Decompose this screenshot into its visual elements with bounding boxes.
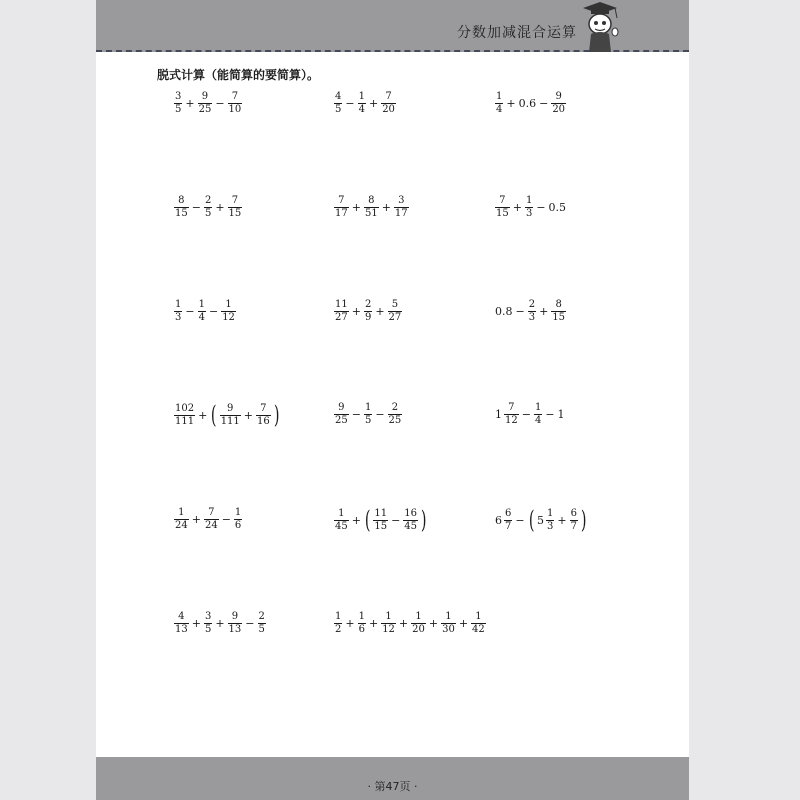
denominator: 15 [496, 208, 509, 219]
numerator: 1 [178, 507, 185, 518]
denominator: 10 [228, 104, 242, 115]
denominator: 15 [374, 520, 388, 532]
numerator: 1 [358, 611, 365, 622]
numerator: 8 [555, 299, 562, 310]
fraction [228, 612, 243, 635]
denominator: 5 [175, 104, 182, 115]
numerator: 4 [335, 91, 342, 102]
operator: + [368, 617, 379, 630]
math-problem [494, 300, 567, 323]
operator: + [351, 201, 361, 214]
denominator: 15 [175, 208, 188, 219]
math-problem [333, 196, 410, 219]
number: 0.6 [518, 97, 537, 110]
operator: + [381, 201, 391, 214]
operator: − [391, 513, 401, 527]
exercise-instruction: 脱式计算（能简算的要简算）。 [157, 68, 320, 82]
math-problem [494, 92, 567, 115]
denominator: 9 [364, 312, 372, 323]
denominator: 6 [234, 520, 242, 531]
whole-part: 5 [536, 513, 544, 527]
numerator: 7 [499, 195, 506, 206]
fraction [528, 300, 536, 323]
denominator: 15 [228, 208, 242, 219]
fraction [373, 509, 388, 532]
denominator: 3 [175, 312, 182, 323]
fraction [220, 404, 241, 427]
fraction [411, 612, 426, 635]
parenthesis: ( [364, 506, 371, 534]
denominator: 42 [472, 624, 485, 635]
denominator: 25 [388, 415, 402, 426]
operator: − [185, 305, 195, 318]
denominator: 24 [175, 520, 188, 531]
denominator: 3 [528, 312, 536, 323]
page-title: 分数加减混合运算 [457, 25, 577, 41]
operator: + [215, 201, 225, 214]
fraction [198, 92, 213, 115]
numerator: 1 [225, 299, 232, 310]
denominator: 111 [175, 415, 195, 427]
denominator: 5 [204, 624, 212, 635]
fraction [334, 403, 349, 426]
numerator: 7 [260, 402, 267, 414]
math-problem [333, 92, 397, 115]
operator: + [368, 97, 379, 110]
fraction [234, 508, 242, 531]
math-problem [494, 403, 566, 426]
operator: + [428, 617, 439, 630]
whole-part: 6 [495, 513, 502, 527]
math-problem [173, 300, 237, 323]
operator: + [506, 97, 516, 110]
fraction [198, 300, 206, 323]
numerator: 4 [178, 611, 185, 622]
fraction [381, 612, 396, 635]
numerator: 5 [391, 299, 399, 310]
denominator: 13 [175, 624, 188, 635]
operator: + [512, 201, 522, 214]
fraction [204, 508, 219, 531]
numerator: 1 [364, 402, 372, 413]
fraction [204, 196, 212, 219]
operator: + [345, 617, 355, 630]
denominator: 25 [198, 104, 212, 115]
fraction [174, 404, 195, 427]
fraction [174, 612, 189, 635]
numerator: 9 [338, 402, 345, 413]
fraction [504, 509, 512, 532]
math-problem [173, 92, 243, 115]
parenthesis: ) [420, 506, 427, 534]
whole-part: 1 [495, 408, 502, 421]
fraction [388, 403, 403, 426]
fraction [358, 92, 366, 115]
denominator: 4 [534, 415, 542, 426]
numerator: 1 [385, 611, 392, 622]
numerator: 7 [385, 91, 392, 102]
operator: − [521, 408, 531, 421]
denominator: 15 [552, 312, 566, 323]
mixed-number [536, 509, 555, 532]
fraction [334, 509, 349, 532]
operator: − [191, 201, 201, 214]
fraction [551, 92, 566, 115]
operator: + [191, 513, 201, 526]
math-problem [333, 612, 487, 635]
numerator: 11 [335, 299, 348, 310]
fraction [174, 300, 182, 323]
denominator: 5 [258, 624, 265, 635]
numerator: 2 [391, 402, 399, 413]
graduate-mascot-icon [579, 0, 621, 52]
operator: − [515, 513, 525, 527]
fraction [551, 300, 566, 323]
fraction [570, 509, 578, 532]
denominator: 20 [552, 104, 566, 115]
denominator: 17 [394, 208, 408, 219]
numerator: 1 [534, 402, 542, 413]
fraction [174, 196, 189, 219]
denominator: 24 [204, 520, 218, 531]
denominator: 25 [335, 415, 348, 426]
fraction [334, 92, 342, 115]
fraction [174, 92, 182, 115]
parenthesis: ) [273, 401, 280, 429]
numerator: 1 [175, 299, 182, 310]
denominator: 45 [335, 520, 348, 532]
operator: − [536, 201, 546, 214]
fraction [256, 404, 271, 427]
fraction [388, 300, 403, 323]
denominator: 17 [335, 208, 348, 219]
numerator: 1 [234, 507, 242, 518]
fraction [381, 92, 396, 115]
operator: + [185, 97, 195, 110]
math-problem [173, 403, 281, 427]
fraction [441, 612, 456, 635]
denominator: 7 [570, 520, 577, 532]
operator: − [375, 408, 385, 421]
denominator: 12 [382, 624, 395, 635]
fraction [394, 196, 409, 219]
numerator: 7 [208, 507, 215, 518]
operator: + [191, 617, 201, 630]
fraction [495, 92, 503, 115]
fraction [204, 612, 212, 635]
number: 0.8 [495, 305, 513, 318]
operator: + [539, 305, 549, 318]
denominator: 12 [505, 415, 518, 426]
denominator: 4 [198, 312, 205, 323]
denominator: 7 [505, 520, 512, 532]
denominator: 30 [442, 624, 455, 635]
mixed-number [494, 509, 513, 532]
operator: − [515, 305, 525, 318]
fraction [364, 403, 372, 426]
fraction [258, 612, 266, 635]
numerator: 2 [364, 299, 372, 310]
numerator: 6 [570, 507, 577, 519]
fraction [334, 300, 349, 323]
mixed-number [494, 403, 520, 426]
number: 1 [557, 408, 565, 421]
operator: + [215, 617, 225, 630]
numerator: 9 [227, 402, 234, 414]
fraction [364, 300, 372, 323]
parenthesis: ( [211, 401, 217, 429]
numerator: 7 [338, 195, 345, 206]
worksheet-page [96, 0, 689, 800]
numerator: 11 [374, 507, 388, 519]
numerator: 7 [231, 195, 239, 206]
fraction [228, 196, 243, 219]
operator: + [243, 408, 253, 422]
numerator: 16 [404, 507, 418, 519]
fraction [525, 196, 533, 219]
fraction [358, 612, 366, 635]
numerator: 1 [335, 611, 342, 622]
math-problem [173, 196, 243, 219]
numerator: 7 [508, 402, 515, 413]
operator: + [557, 513, 567, 527]
denominator: 111 [220, 415, 240, 427]
numerator: 8 [368, 195, 375, 206]
operator: − [539, 97, 549, 110]
fraction [495, 196, 510, 219]
denominator: 5 [335, 104, 342, 115]
parenthesis: ( [528, 506, 535, 534]
denominator: 4 [358, 104, 365, 115]
numerator: 1 [415, 611, 422, 622]
fraction [504, 403, 519, 426]
fraction [471, 612, 486, 635]
operator: − [215, 97, 225, 110]
parenthesis: ) [580, 506, 587, 534]
denominator: 4 [496, 104, 503, 115]
math-problem [173, 508, 243, 531]
numerator: 8 [178, 195, 185, 206]
denominator: 3 [546, 520, 554, 532]
operator: − [245, 617, 255, 630]
numerator: 3 [175, 91, 182, 102]
operator: − [345, 97, 355, 110]
fraction [174, 508, 189, 531]
denominator: 27 [335, 312, 348, 323]
math-problem [333, 403, 403, 426]
numerator: 3 [204, 611, 212, 622]
denominator: 16 [257, 415, 270, 427]
operator: + [351, 305, 361, 318]
math-problem [494, 508, 588, 532]
math-problem [173, 612, 267, 635]
fraction [228, 92, 243, 115]
numerator: 9 [201, 91, 209, 102]
numerator: 6 [505, 507, 512, 519]
denominator: 5 [204, 208, 212, 219]
numerator: 2 [258, 611, 265, 622]
numerator: 1 [496, 91, 503, 102]
denominator: 13 [228, 624, 242, 635]
operator: + [351, 513, 361, 527]
denominator: 2 [335, 624, 342, 635]
denominator: 6 [358, 624, 365, 635]
fraction [534, 403, 542, 426]
operator: + [398, 617, 409, 630]
numerator: 2 [528, 299, 536, 310]
numerator: 1 [546, 507, 554, 519]
operator: + [198, 408, 208, 422]
fraction [334, 612, 342, 635]
fraction [364, 196, 379, 219]
denominator: 45 [404, 520, 418, 532]
numerator: 102 [175, 402, 195, 414]
operator: + [458, 617, 469, 630]
math-problem [333, 508, 428, 532]
denominator: 27 [388, 312, 402, 323]
operator: − [208, 305, 219, 318]
numerator: 1 [525, 195, 533, 206]
operator: + [375, 305, 385, 318]
math-problem [494, 196, 567, 219]
operator: − [221, 513, 231, 526]
fraction [546, 509, 554, 532]
fraction [403, 509, 418, 532]
page-number: · 第47页 · [367, 780, 418, 793]
numerator: 9 [231, 611, 239, 622]
numerator: 2 [204, 195, 212, 206]
numerator: 7 [231, 91, 239, 102]
number: 0.5 [548, 201, 567, 214]
numerator: 1 [445, 611, 452, 622]
numerator: 1 [338, 507, 345, 519]
numerator: 3 [398, 195, 405, 206]
denominator: 12 [222, 312, 235, 323]
numerator: 9 [555, 91, 562, 102]
numerator: 1 [475, 611, 482, 622]
operator: − [545, 408, 555, 421]
numerator: 1 [198, 299, 205, 310]
fraction [221, 300, 236, 323]
denominator: 3 [525, 208, 533, 219]
numerator: 1 [358, 91, 365, 102]
denominator: 20 [382, 104, 395, 115]
denominator: 51 [364, 208, 378, 219]
denominator: 5 [364, 415, 372, 426]
operator: − [351, 408, 361, 421]
math-problem [333, 300, 403, 323]
fraction [334, 196, 349, 219]
denominator: 20 [412, 624, 425, 635]
